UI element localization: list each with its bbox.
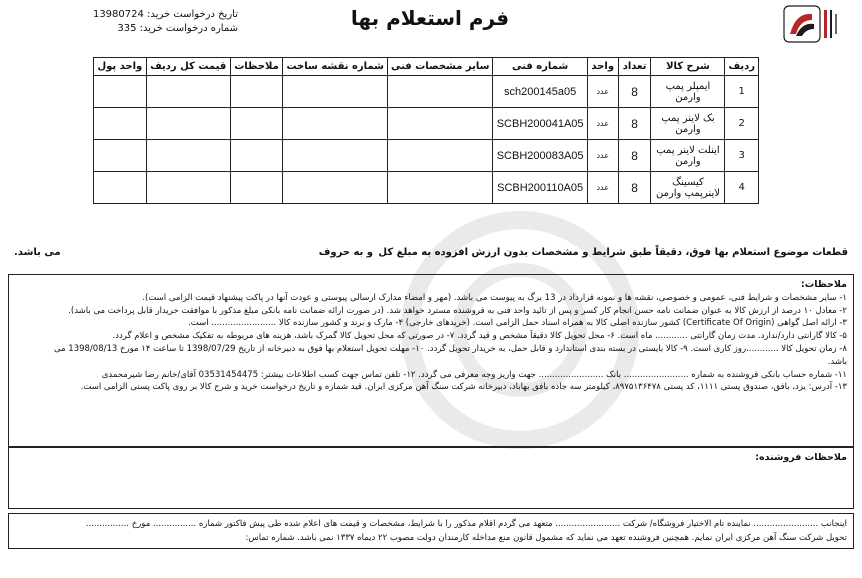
item-part-number: SCBH200110A05 xyxy=(493,172,587,204)
currency-cell[interactable] xyxy=(94,172,147,204)
other-specs-cell[interactable] xyxy=(387,76,493,108)
other-specs-cell[interactable] xyxy=(387,140,493,172)
col-currency: واحد پول xyxy=(94,58,147,76)
col-description: شرح کالا xyxy=(651,58,725,76)
table-row xyxy=(94,140,759,172)
remarks-cell[interactable] xyxy=(230,76,283,108)
col-quantity: تعداد xyxy=(618,58,651,76)
company-logo xyxy=(782,4,848,44)
note-line: ۳- ارائه اصل گواهی (Certificate Of Origin) کشور سازنده اصلی کالا به همراه اسناد حمل الزامی است. (خریدهای خارجی) ۴- مارک و برند و کشور سازنده کالا ........................ است. xyxy=(188,318,847,329)
statement-main: قطعات موضوع استعلام بها فوق، دقیقاً طبق شرایط و مشخصات بدون ارزش افزوده به مبلغ کل xyxy=(378,247,848,258)
seller-notes-section[interactable] xyxy=(8,447,854,509)
notes-title: ملاحظات: xyxy=(800,279,847,290)
total-price-cell[interactable] xyxy=(146,140,230,172)
total-price-cell[interactable] xyxy=(146,108,230,140)
request-date: تاریخ درخواست خرید: 13980724 xyxy=(92,9,238,20)
request-number: شماره درخواست خرید: 335 xyxy=(117,23,238,34)
statement-in-words: و به حروف xyxy=(318,247,373,258)
table-row xyxy=(94,108,759,140)
statement-trail: می باشد. xyxy=(14,247,61,258)
row-number: 4 xyxy=(725,172,759,204)
item-unit: عدد xyxy=(587,108,618,140)
request-info xyxy=(78,8,238,36)
item-quantity: 8 xyxy=(618,76,651,108)
table-row xyxy=(94,76,759,108)
item-quantity: 8 xyxy=(618,172,651,204)
items-table xyxy=(93,57,759,204)
note-line: ۱۱- شماره حساب بانکی فروشنده به شماره ........................ بانک ........................ جهت واریز وجه معرفی می گردد. ۱۲- تلفن تماس جهت کسب اطلاعات بیشتر: 03531454475 آقای/خانم رضا شیرمحمدی xyxy=(101,369,847,380)
drawing-number-cell[interactable] xyxy=(283,76,388,108)
price-statement xyxy=(14,247,848,258)
item-unit: عدد xyxy=(587,140,618,172)
item-part-number: SCBH200041A05 xyxy=(493,108,587,140)
col-unit: واحد xyxy=(587,58,618,76)
item-description: بک لاینر پمپ وارمن xyxy=(651,108,725,140)
note-line: ۱- سایر مشخصات و شرایط فنی، عمومی و خصوصی، نقشه ها و نمونه قرارداد در 13 برگ به پیوست می باشد. (مهر و امضاء مدارک ارسالی پیوستی و عودت آنها در پاکت پیشنهاد قیمت الزامی است). xyxy=(142,292,847,303)
col-total-price: قیمت کل ردیف xyxy=(146,58,230,76)
other-specs-cell[interactable] xyxy=(387,172,493,204)
col-other-specs: سایر مشخصات فنی xyxy=(387,58,493,76)
total-price-cell[interactable] xyxy=(146,76,230,108)
table-header-row xyxy=(94,58,759,76)
item-part-number: SCBH200083A05 xyxy=(493,140,587,172)
col-row: ردیف xyxy=(725,58,759,76)
note-line: ۱۳- آدرس: یزد، بافق، صندوق پستی ۱۱۱۱، کد پستی ۸۹۷۵۱۳۶۴۷۸، کیلومتر سه جاده بافق بهاباد، دبیرخانه شرکت سنگ آهن مرکزی ایران. قید شماره و تاریخ درخواست خرید و شرح کالا بر روی پاکت پستی الزامی است. xyxy=(80,382,847,393)
remarks-cell[interactable] xyxy=(230,140,283,172)
item-description: ایمپلر پمپ وارمن xyxy=(651,76,725,108)
note-line: باشد. xyxy=(827,356,847,367)
item-quantity: 8 xyxy=(618,140,651,172)
note-line: ۲- معادل ۱۰ درصد از ارزش کالا به عنوان ضمانت نامه حسن انجام کار کسر و پس از تائید واحد فنی به فروشنده مسترد خواهد شد. (در صورت ارائه ضمانت نامه بانکی مبلغ مذکور با موافقت خریدار قابل پرداخت می باشد). xyxy=(68,305,847,316)
table-row xyxy=(94,172,759,204)
currency-cell[interactable] xyxy=(94,108,147,140)
note-line: ۸- زمان تحویل کالا ............روز کاری است. ۹- کالا بایستی در بسته بندی استاندارد و قابل حمل، به خریدار تحویل گردد. ۱۰- مهلت تحویل استعلام بها فوق به دبیرخانه از تاریخ 1398/07/29 تا ساعت ۱۴ مورخ 1398/08/13 می xyxy=(53,343,847,354)
item-unit: عدد xyxy=(587,76,618,108)
item-description: اینلت لاینر پمپ وارمن xyxy=(651,140,725,172)
row-number: 3 xyxy=(725,140,759,172)
item-part-number: sch200145a05 xyxy=(493,76,587,108)
total-price-cell[interactable] xyxy=(146,172,230,204)
notes-section xyxy=(8,274,854,447)
currency-cell[interactable] xyxy=(94,76,147,108)
row-number: 1 xyxy=(725,76,759,108)
commitment-section xyxy=(8,513,854,549)
currency-cell[interactable] xyxy=(94,140,147,172)
item-quantity: 8 xyxy=(618,108,651,140)
remarks-cell[interactable] xyxy=(230,108,283,140)
note-line: ۵- کالا گارانتی دارد/ندارد. مدت زمان گارانتی ............ ماه است. ۶- محل تحویل کالا دقیقاً مشخص و قید گردد. ۷- در صورتی که محل تحویل کالا گمرک باشد، هزینه های مربوطه به تفکیک مشخص و اعلام گردد. xyxy=(112,331,847,342)
seller-notes-title: ملاحظات فروشنده: xyxy=(755,452,847,463)
drawing-number-cell[interactable] xyxy=(283,172,388,204)
col-part-number: شماره فنی xyxy=(493,58,587,76)
col-drawing-number: شماره نقشه ساخت xyxy=(283,58,388,76)
commitment-line: اینجانب ........................ نماینده تام الاختیار فروشگاه/ شرکت ........................ متعهد می گردم اقلام مذکور را با شرایط، مشخصات و قیمت های اعلام شده طی پیش فاکتور شماره ................ مورخ ................ xyxy=(85,519,847,529)
row-number: 2 xyxy=(725,108,759,140)
item-description: کیسینگ لاینرپمپ وارمن xyxy=(651,172,725,204)
drawing-number-cell[interactable] xyxy=(283,140,388,172)
remarks-cell[interactable] xyxy=(230,172,283,204)
drawing-number-cell[interactable] xyxy=(283,108,388,140)
item-unit: عدد xyxy=(587,172,618,204)
other-specs-cell[interactable] xyxy=(387,108,493,140)
form-title: فرم استعلام بها xyxy=(350,6,510,30)
col-remarks: ملاحظات xyxy=(230,58,283,76)
commitment-line: تحویل شرکت سنگ آهن مرکزی ایران نمایم. همچنین فروشنده تعهد می نماید که مشمول قانون منع مداخله کارمندان دولت مصوب ۲۲ دیماه ۱۳۳۷ نمی باشد. شماره تماس: xyxy=(245,533,847,543)
